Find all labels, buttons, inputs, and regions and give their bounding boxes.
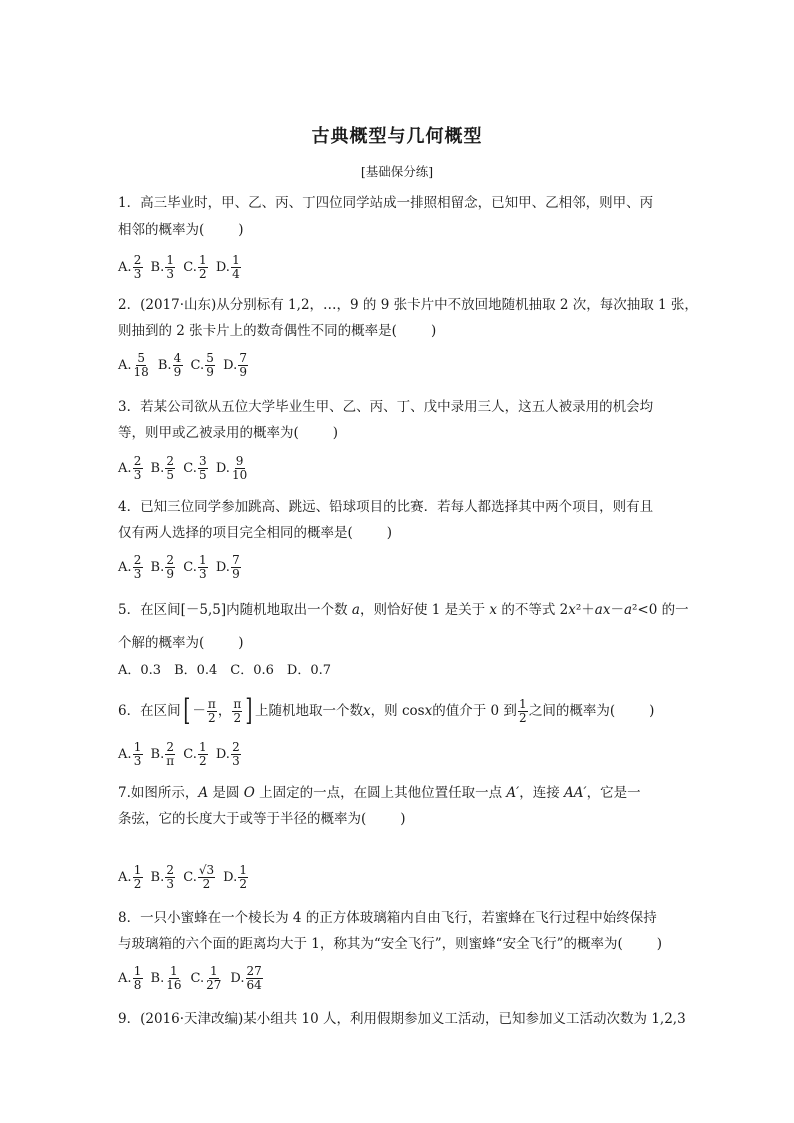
- page-subtitle: [基础保分练]: [360, 164, 434, 179]
- page-title: 古典概型与几何概型: [311, 126, 483, 147]
- q6-options: [118, 741, 249, 768]
- q1-option-c: C. $\frac{1}{2}$: [183, 253, 207, 281]
- q2-stem-line1: 2．(2017·山东)从分别标有 1,2，…，9 的 9 张卡片中不放回地随机抽取 2 次，每次抽取 1 张，: [118, 297, 698, 313]
- q4-option-d: D. $\frac{7}{9}$: [215, 553, 240, 581]
- q8-stem-line2: 与玻璃箱的六个面的距离均大于 1，称其为“安全飞行”，则蜜蜂“安全飞行”的概率为( ): [118, 936, 663, 952]
- q3-option-d: D. $\frac{9}{10}$: [215, 454, 248, 482]
- q5-stem-line1: 5．在区间[－5,5]内随机地取出一个数 a，则恰好使 1 是关于 x 的不等式 2x²＋ax－a²<0 的一: [118, 602, 689, 618]
- q7-option-b: B. $\frac{2}{3}$: [150, 863, 175, 891]
- q8-option-d: D. $\frac{27}{64}$: [230, 964, 262, 992]
- q4-options: [118, 554, 249, 581]
- q1-options: [118, 254, 249, 281]
- q3-stem-line2: 等，则甲或乙被录用的概率为( ): [118, 425, 339, 441]
- q8-option-b: B. $\frac{1}{16}$: [150, 964, 182, 992]
- q7-stem-line1: 7.如图所示，A 是圆 O 上固定的一点，在圆上其他位置任取一点 A′，连接 AA′，它是一: [118, 785, 641, 801]
- q8-options: [118, 965, 271, 992]
- q5-stem-line2: 个解的概率为( ): [118, 635, 244, 651]
- q2-option-a: A. $\frac{5}{18}$: [118, 351, 149, 379]
- q1-option-d: D. $\frac{1}{4}$: [215, 253, 240, 281]
- q1-stem-line2: 相邻的概率为( ): [118, 222, 244, 238]
- q7-option-c: C. $\frac{√3}{2}$: [183, 863, 215, 891]
- q6-option-d: D. $\frac{2}{3}$: [215, 740, 240, 768]
- q4-stem-line2: 仅有两人选择的项目完全相同的概率是( ): [118, 525, 393, 541]
- q7-stem-line2: 条弦，它的长度大于或等于半径的概率为( ): [118, 811, 406, 827]
- q5-options: A．0.3 B．0.4 C．0.6 D．0.7: [118, 663, 332, 678]
- q2-option-d: D. $\frac{7}{9}$: [223, 351, 248, 379]
- q3-stem-line1: 3．若某公司欲从五位大学毕业生甲、乙、丙、丁、戊中录用三人，这五人被录用的机会均: [118, 399, 654, 415]
- q6-option-a: A. $\frac{1}{3}$: [118, 740, 142, 768]
- q6-option-c: C. $\frac{1}{2}$: [183, 740, 207, 768]
- q8-option-c: C. $\frac{1}{27}$: [190, 964, 222, 992]
- q1-stem-line1: 1．高三毕业时，甲、乙、丙、丁四位同学站成一排照相留念，已知甲、乙相邻，则甲、丙: [118, 195, 654, 211]
- q4-option-c: C. $\frac{1}{3}$: [183, 553, 207, 581]
- q3-option-c: C. $\frac{3}{5}$: [183, 454, 207, 482]
- q3-option-a: A. $\frac{2}{3}$: [118, 454, 142, 482]
- q4-option-a: A. $\frac{2}{3}$: [118, 553, 142, 581]
- q2-options: [118, 352, 256, 379]
- q1-option-a: A. $\frac{2}{3}$: [118, 253, 142, 281]
- q4-option-b: B. $\frac{2}{9}$: [150, 553, 175, 581]
- q6-stem: 6．在区间 [ － $\frac{\pi}{2}$ ， $\frac{\pi}{2}$ ] 上随机地取一个数 x ，则 cos x 的值介于 0 到 $\frac{1}{2}$ 之间的概率为( ): [118, 693, 655, 728]
- q7-options: [118, 864, 256, 891]
- q7-option-a: A. $\frac{1}{2}$: [118, 863, 142, 891]
- q7-option-d: D. $\frac{1}{2}$: [223, 863, 248, 891]
- q8-stem-line1: 8．一只小蜜蜂在一个棱长为 4 的正方体玻璃箱内自由飞行，若蜜蜂在飞行过程中始终保持: [118, 910, 657, 926]
- q6-interval: [ － $\frac{\pi}{2}$ ， $\frac{\pi}{2}$ ]: [182, 693, 253, 728]
- q4-stem-line1: 4．已知三位同学参加跳高、跳远、铅球项目的比赛．若每人都选择其中两个项目，则有且: [118, 499, 654, 515]
- q2-stem-line2: 则抽到的 2 张卡片上的数奇偶性不同的概率是( ): [118, 323, 437, 339]
- q3-option-b: B. $\frac{2}{5}$: [150, 454, 175, 482]
- q9-stem-line1: 9．(2016·天津改编)某小组共 10 人，利用假期参加义工活动，已知参加义工活动次数为 1,2,3: [118, 1011, 686, 1027]
- q3-options: [118, 455, 256, 482]
- q2-option-b: B. $\frac{4}{9}$: [157, 351, 182, 379]
- q2-option-c: C. $\frac{5}{9}$: [190, 351, 214, 379]
- q1-option-b: B. $\frac{1}{3}$: [150, 253, 175, 281]
- q8-option-a: A. $\frac{1}{8}$: [118, 964, 142, 992]
- q6-option-b: B. $\frac{2}{\pi}$: [150, 740, 175, 768]
